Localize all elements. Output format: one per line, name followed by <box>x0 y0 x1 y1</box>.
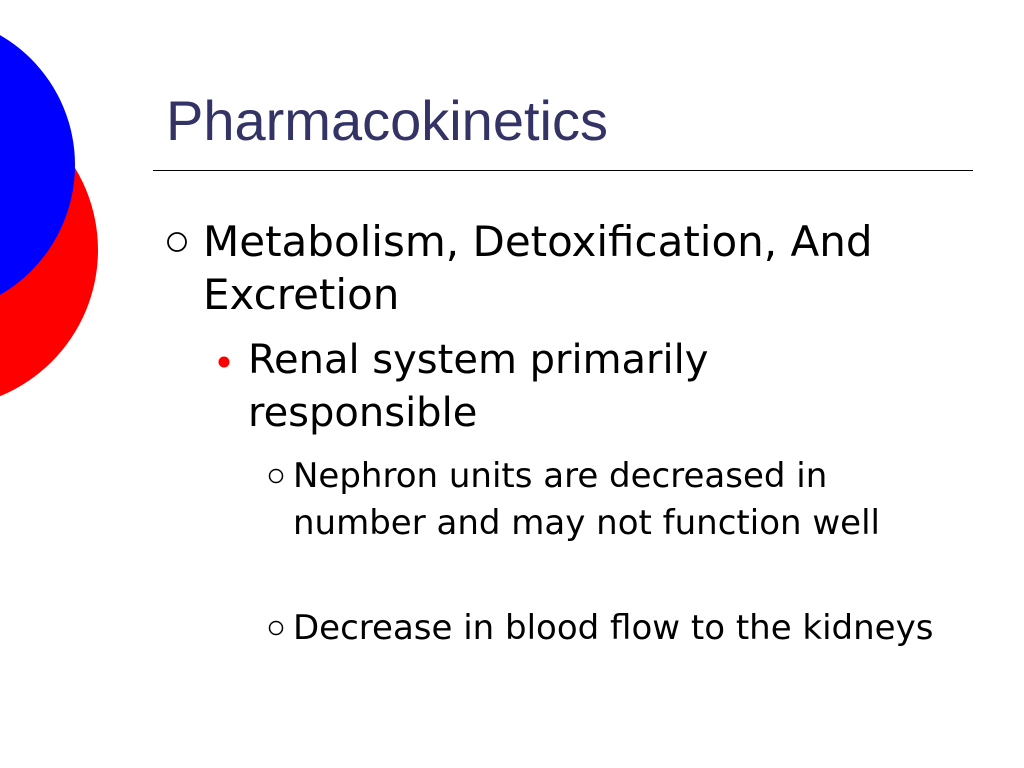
bullet-level2-item <box>218 334 978 440</box>
bullet-level2-text: Renal system primarily responsible <box>248 337 709 436</box>
bullet-level3-item <box>268 453 968 547</box>
red-dot-bullet-icon <box>218 356 230 368</box>
bullet-level1-item <box>166 215 966 321</box>
bullet-level3-item <box>268 605 968 652</box>
hollow-circle-bullet-icon <box>268 620 284 636</box>
hollow-circle-bullet-icon <box>166 231 188 253</box>
bullet-level3-text: Nephron units are decreased in number and may not function well <box>293 456 880 543</box>
bullet-level1-text: Metabolism, Detoxification, And Excretion <box>203 217 873 319</box>
bullet-level3-text: Decrease in blood flow to the kidneys <box>293 608 934 648</box>
slide-title: Pharmacokinetics <box>166 89 608 152</box>
hollow-circle-bullet-icon <box>268 468 284 484</box>
